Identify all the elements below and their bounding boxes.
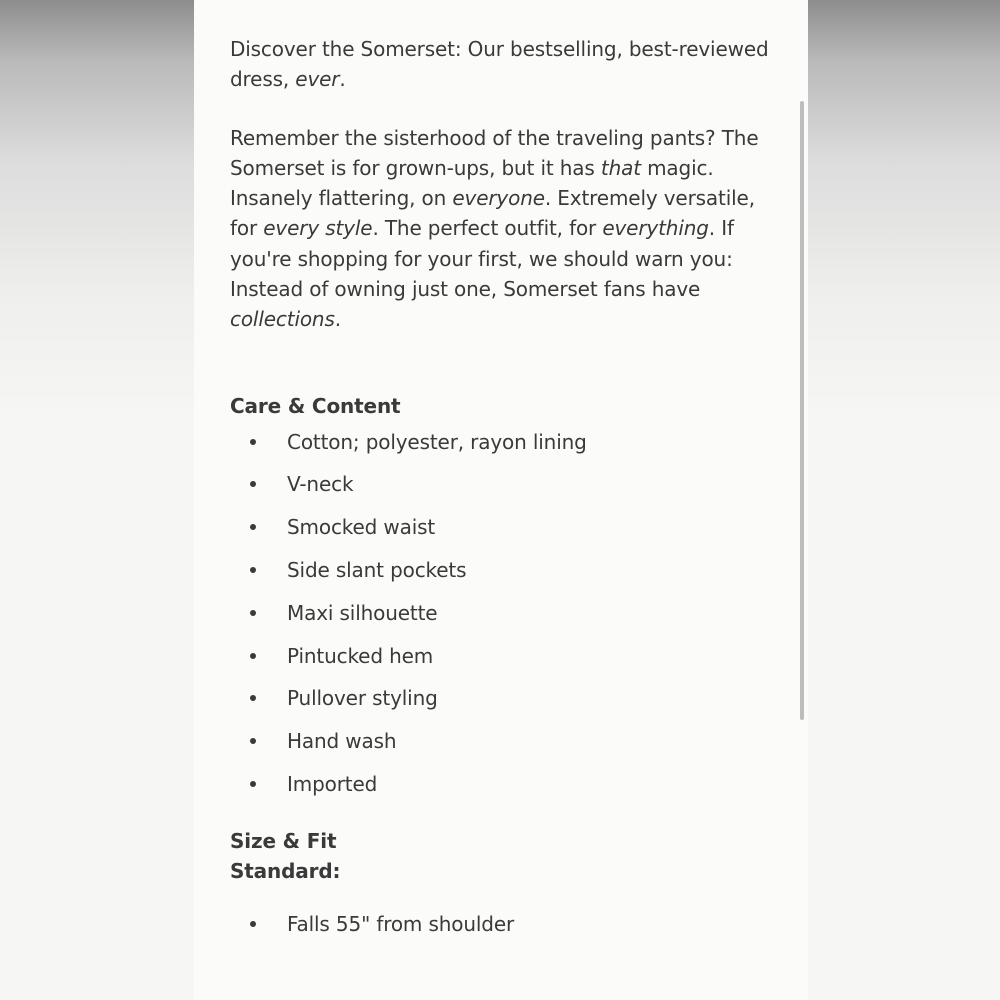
list-item: Pintucked hem: [230, 641, 770, 684]
list-item: Side slant pockets: [230, 555, 770, 598]
list-item: Imported: [230, 769, 770, 812]
list-item: V-neck: [230, 469, 770, 512]
list-item: Maxi silhouette: [230, 598, 770, 641]
description-paragraph: Remember the sisterhood of the traveling pants? The Somerset is for grown-ups, but it has that magic. Insanely flattering, on everyone. Extremely versatile, for every style. The perfect outfit, for everything. If you're shopping for your first, we should warn you: Instead of owning just one, Somerset fans have collections.: [230, 125, 759, 332]
product-details-content: [230, 34, 770, 952]
list-item: Cotton; polyester, rayon lining: [230, 427, 770, 470]
product-details-panel: [194, 0, 808, 1000]
care-content-list: [230, 427, 770, 812]
list-item: Falls 55" from shoulder: [230, 909, 770, 952]
size-fit-list: [230, 909, 770, 952]
size-fit-heading: Size & Fit: [230, 828, 337, 853]
list-item: Pullover styling: [230, 683, 770, 726]
intro-paragraph: Discover the Somerset: Our bestselling, best-reviewed dress, ever.: [230, 37, 769, 92]
list-item: Smocked waist: [230, 512, 770, 555]
standard-fit-label: Standard:: [230, 858, 341, 883]
list-item: Hand wash: [230, 726, 770, 769]
scrollbar-thumb[interactable]: [800, 101, 804, 720]
care-content-heading: Care & Content: [230, 393, 401, 418]
